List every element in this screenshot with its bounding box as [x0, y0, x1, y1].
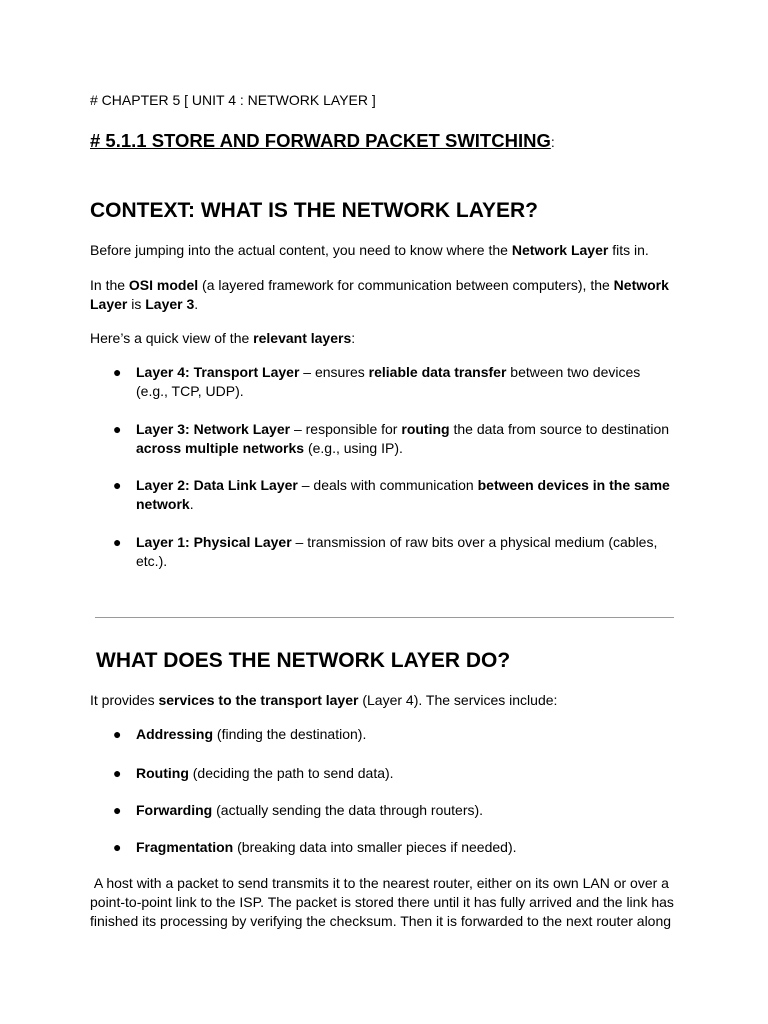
text-run: (finding the destination). [213, 726, 367, 742]
text-run: (e.g., using IP). [304, 440, 403, 456]
layer-list-item [113, 363, 673, 401]
section-title [90, 130, 555, 152]
store-and-forward-paragraph: A host with a packet to send transmits it to the nearest router, either on its own LAN or over a point-to-point link to the ISP. The packet is stored there until it has fully arrived and the link has finished its processing by verifying the checksum. Then it is forwarded to the next router along [90, 875, 678, 929]
text-run: the data from source to destination [449, 421, 670, 437]
bold-run: across multiple networks [136, 440, 305, 456]
bold-run: Layer 4: Transport Layer [136, 364, 300, 380]
text-run: Here’s a quick view of the [90, 330, 254, 346]
bold-run: Layer 3: Network Layer [136, 421, 291, 437]
horizontal-divider [95, 617, 674, 618]
text-run: fits in. [608, 242, 649, 258]
text-run: . [194, 296, 199, 312]
bullet-icon: ● [113, 364, 122, 380]
text-run: Before jumping into the actual content, you need to know where the [90, 242, 512, 258]
services-intro [90, 691, 680, 710]
text-run: – ensures [299, 364, 369, 380]
bullet-icon: ● [113, 477, 122, 493]
text-run: . [189, 496, 194, 512]
bold-run: services to the transport layer [158, 692, 359, 708]
bold-run: Layer 2: Data Link Layer [136, 477, 298, 493]
text-run: – transmission of raw bits over a physical medium (cables, etc.). [136, 534, 658, 569]
section-title-text: # 5.1.1 STORE AND FORWARD PACKET SWITCHING [90, 130, 551, 151]
chapter-line: # CHAPTER 5 [ UNIT 4 : NETWORK LAYER ] [90, 92, 376, 108]
section-title-suffix: : [550, 134, 555, 150]
text-run: In the [90, 277, 129, 293]
text-run: (a layered framework for communication between computers), the [198, 277, 614, 293]
text-run: It provides [90, 692, 159, 708]
bullet-icon: ● [113, 839, 122, 855]
text-run: : [351, 330, 356, 346]
intro-paragraph-2 [90, 276, 680, 314]
bold-run: Network Layer [90, 277, 669, 312]
service-list-item [113, 801, 673, 820]
bold-run: Forwarding [136, 802, 213, 818]
context-heading: CONTEXT: WHAT IS THE NETWORK LAYER? [90, 199, 538, 222]
text-run: – responsible for [290, 421, 402, 437]
bold-run: routing [401, 421, 450, 437]
bold-run: OSI model [128, 277, 199, 293]
text-run: between two devices (e.g., TCP, UDP). [136, 364, 641, 399]
bullet-icon: ● [113, 421, 122, 437]
bold-run: Layer 3 [145, 296, 195, 312]
bold-run: between devices in the same network [136, 477, 670, 512]
layer-list-item [113, 420, 673, 458]
text-run: (actually sending the data through routers). [212, 802, 484, 818]
bold-run: Fragmentation [136, 839, 234, 855]
layer-list-item [113, 476, 673, 514]
intro-paragraph-3 [90, 329, 680, 348]
bullet-icon: ● [113, 802, 122, 818]
bold-run: Layer 1: Physical Layer [136, 534, 292, 550]
bold-run: Network Layer [511, 242, 609, 258]
service-list-item [113, 725, 673, 744]
bold-run: reliable data transfer [368, 364, 507, 380]
service-list-item [113, 838, 673, 857]
what-heading: WHAT DOES THE NETWORK LAYER DO? [96, 649, 511, 672]
bullet-icon: ● [113, 534, 122, 550]
layer-list-item [113, 533, 673, 571]
bullet-icon: ● [113, 726, 122, 742]
text-run: is [127, 296, 146, 312]
bullet-icon: ● [113, 765, 122, 781]
service-list-item [113, 764, 673, 783]
bold-run: Routing [136, 765, 189, 781]
text-run: (breaking data into smaller pieces if needed). [233, 839, 517, 855]
text-run: (deciding the path to send data). [188, 765, 394, 781]
bold-run: Addressing [136, 726, 214, 742]
text-run: (Layer 4). The services include: [358, 692, 558, 708]
bold-run: relevant layers [253, 330, 352, 346]
text-run: – deals with communication [297, 477, 478, 493]
intro-paragraph-1 [90, 241, 680, 260]
